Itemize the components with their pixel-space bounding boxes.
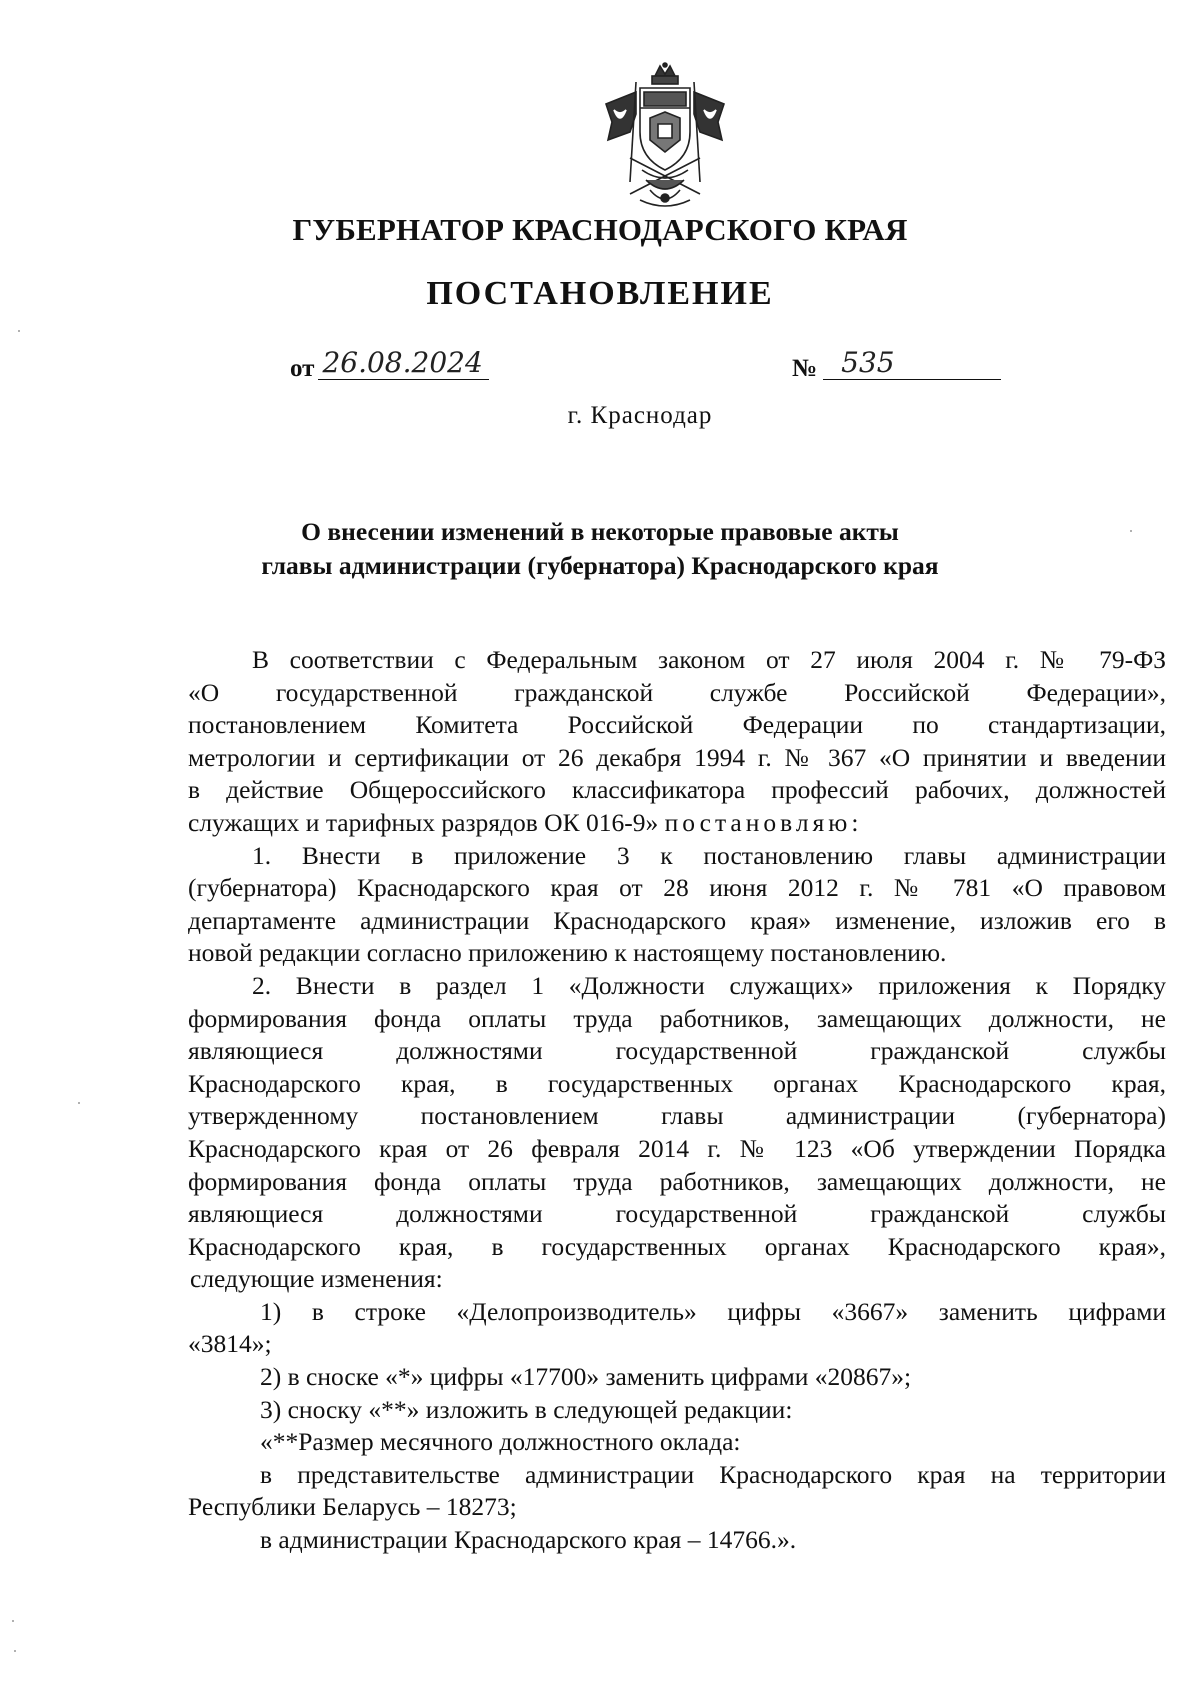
number-prefix: № bbox=[792, 355, 818, 382]
document-type-title: ПОСТАНОВЛЕНИЕ bbox=[426, 275, 774, 312]
body-line: В соответствии с Федеральным законом от 27 июля 2004 г. № 79-ФЗ bbox=[252, 645, 1166, 674]
date-field bbox=[290, 346, 489, 384]
body-line: постановлением Комитета Российской Федерации по стандартизации, bbox=[188, 710, 1166, 740]
body-line: 1. Внести в приложение 3 к постановлению главы администрации bbox=[252, 840, 1166, 870]
body-line: метрологии и сертификации от 26 декабря 1994 г. № 367 «О принятии и введении bbox=[188, 742, 1166, 772]
number-handwritten: 535 bbox=[823, 346, 1001, 380]
body-line: в представительстве администрации Краснодарского края на территории bbox=[260, 1459, 1166, 1489]
coat-of-arms-emblem bbox=[600, 62, 730, 214]
subject-line: главы администрации (губернатора) Краснодарского края bbox=[261, 551, 939, 580]
body-line: 3) сноску «**» изложить в следующей редакции: bbox=[260, 1394, 793, 1424]
body-line: в действие Общероссийского классификатора профессий рабочих, должностей bbox=[188, 775, 1166, 805]
date-handwritten: 26.08.2024 bbox=[318, 346, 488, 380]
body-line: следующие изменения: bbox=[190, 1264, 443, 1294]
body-line: «О государственной гражданской службе Российской Федерации», bbox=[188, 677, 1166, 707]
scan-speck bbox=[78, 1102, 80, 1104]
date-prefix: от bbox=[290, 355, 315, 382]
authority-title: ГУБЕРНАТОР КРАСНОДАРСКОГО КРАЯ bbox=[292, 212, 908, 247]
body-line: Краснодарского края от 26 февраля 2014 г. № 123 «Об утверждении Порядка bbox=[188, 1133, 1166, 1163]
body-line: 2) в сноске «*» цифры «17700» заменить цифрами «20867»; bbox=[260, 1362, 912, 1392]
document-subject bbox=[0, 515, 1200, 583]
body-line: (губернатора) Краснодарского края от 28 июня 2012 г. № 781 «О правовом bbox=[188, 873, 1166, 903]
body-line: являющиеся должностями государственной гражданской службы bbox=[188, 1036, 1166, 1066]
body-line: формирования фонда оплаты труда работников, замещающих должности, не bbox=[188, 1003, 1166, 1033]
body-line: утвержденному постановлением главы администрации (губернатора) bbox=[188, 1101, 1166, 1131]
scan-speck bbox=[12, 1620, 14, 1622]
document-body bbox=[188, 644, 1166, 1557]
body-line: формирования фонда оплаты труда работников, замещающих должности, не bbox=[188, 1166, 1166, 1196]
body-line: Краснодарского края, в государственных органах Краснодарского края», bbox=[188, 1231, 1166, 1261]
body-line: департаменте администрации Краснодарского края» изменение, изложив его в bbox=[188, 905, 1166, 935]
scan-speck bbox=[18, 330, 20, 332]
scan-speck bbox=[1130, 530, 1132, 532]
body-line: в администрации Краснодарского края – 14766.». bbox=[260, 1525, 797, 1555]
number-field bbox=[792, 346, 1001, 384]
body-line: 1) в строке «Делопроизводитель» цифры «3667» заменить цифрами bbox=[260, 1296, 1166, 1326]
body-line: являющиеся должностями государственной гражданской службы bbox=[188, 1199, 1166, 1229]
body-line: «**Размер месячного должностного оклада: bbox=[260, 1427, 741, 1457]
body-line: «3814»; bbox=[188, 1329, 272, 1359]
body-line: Краснодарского края, в государственных органах Краснодарского края, bbox=[188, 1068, 1166, 1098]
body-line bbox=[188, 807, 1166, 840]
body-line: Республики Беларусь – 18273; bbox=[188, 1492, 517, 1522]
preamble-end: служащих и тарифных разрядов ОК 016-9» bbox=[188, 807, 659, 837]
city-label: г. Краснодар bbox=[567, 402, 713, 429]
body-line: 2. Внести в раздел 1 «Должности служащих» приложения к Порядку bbox=[252, 970, 1166, 1000]
subject-line: О внесении изменений в некоторые правовые акты bbox=[301, 517, 899, 546]
body-line: новой редакции согласно приложению к настоящему постановлению. bbox=[188, 938, 947, 968]
scan-speck bbox=[14, 1650, 16, 1652]
decree-word: постановляю: bbox=[664, 807, 863, 837]
